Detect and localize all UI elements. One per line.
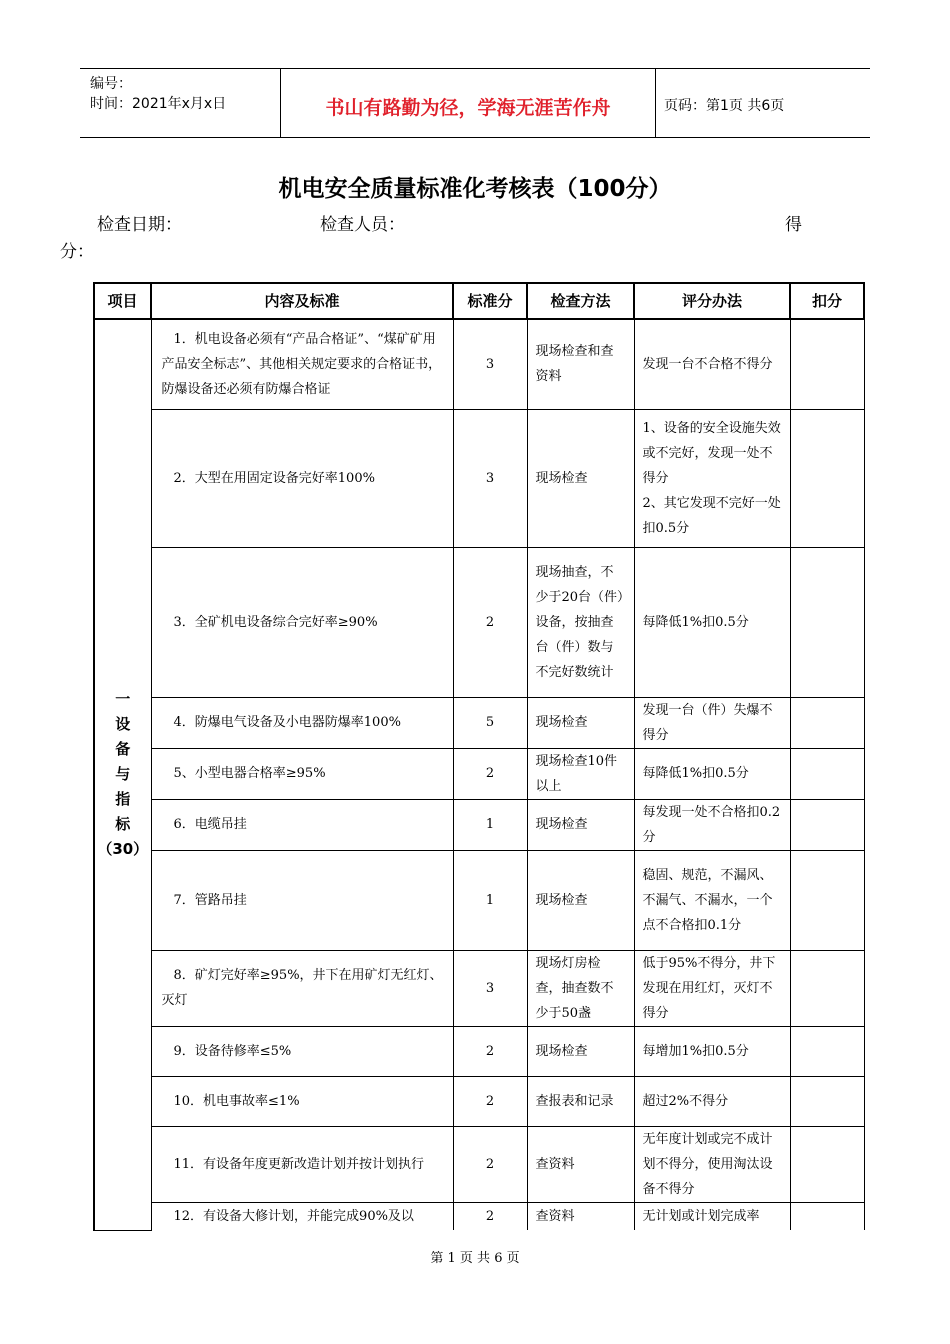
scoring-rule-cell — [634, 1126, 790, 1202]
check-method-cell-text: 现场检查 — [535, 817, 588, 832]
check-method-cell — [527, 1026, 634, 1076]
deduction-cell — [790, 1026, 864, 1076]
content-cell — [151, 850, 453, 950]
table-row — [94, 1076, 864, 1126]
scoring-rule-cell-text: 每增加1%扣0.5分 — [642, 1043, 749, 1059]
content-cell-text: 9．设备待修率≤5% — [173, 1043, 292, 1059]
check-date-label: 检查日期： — [97, 215, 182, 235]
check-method-cell — [527, 409, 634, 547]
scoring-rule-cell-text: 1、设备的安全设施失效或不完好，发现一处不得分 2、其它发现不完好一处扣0.5分 — [642, 420, 781, 536]
check-method-cell — [527, 1126, 634, 1202]
scoring-rule-cell-text: 发现一台不合格不得分 — [642, 356, 773, 372]
check-method-cell — [527, 799, 634, 850]
score-label-part2: 分： — [60, 242, 94, 262]
scoring-rule-cell-text: 每降低1%扣0.5分 — [642, 766, 749, 781]
check-method-cell — [527, 319, 634, 409]
standard-score-cell — [453, 1126, 527, 1202]
check-method-cell — [527, 748, 634, 799]
scoring-rule-cell — [634, 799, 790, 850]
deduction-cell — [790, 799, 864, 850]
content-cell-text: 6．电缆吊挂 — [173, 817, 247, 832]
check-method-cell-text: 查资料 — [535, 1156, 575, 1172]
standard-score-cell — [453, 697, 527, 748]
standard-score-cell-text: 1 — [485, 817, 495, 832]
standard-score-cell-text: 3 — [485, 470, 495, 486]
table-row — [94, 1202, 864, 1230]
check-method-cell-text: 现场检查和查资料 — [535, 344, 614, 385]
standard-score-cell — [453, 547, 527, 697]
deduction-cell — [790, 1076, 864, 1126]
deduction-cell — [790, 950, 864, 1026]
content-cell — [151, 799, 453, 850]
scoring-rule-cell-text: 每发现一处不合格扣0.2分 — [642, 804, 781, 845]
content-cell-text: 7．管路吊挂 — [173, 892, 247, 908]
content-cell-text: 2．大型在用固定设备完好率100% — [173, 470, 375, 486]
content-cell-text: 11．有设备年度更新改造计划并按计划执行 — [173, 1156, 425, 1172]
check-method-cell — [527, 950, 634, 1026]
check-method-cell-text: 现场检查 — [535, 470, 588, 486]
col-header-content: 内容及标准 — [151, 283, 453, 319]
table-header-row — [94, 283, 864, 319]
deduction-cell — [790, 1126, 864, 1202]
table-row — [94, 697, 864, 748]
scoring-rule-cell-text: 无计划或计划完成率 — [642, 1208, 760, 1224]
col-header-scoring-rule: 评分办法 — [634, 283, 790, 319]
content-cell — [151, 1202, 453, 1230]
scoring-rule-cell — [634, 1026, 790, 1076]
deduction-cell — [790, 1202, 864, 1230]
assessment-table — [93, 282, 865, 1231]
header-motto-cell — [281, 69, 656, 137]
content-cell — [151, 1026, 453, 1076]
content-cell — [151, 748, 453, 799]
check-method-cell-text: 现场检查 — [535, 715, 588, 730]
standard-score-cell — [453, 1026, 527, 1076]
standard-score-cell-text: 3 — [485, 980, 495, 996]
standard-score-cell-text: 3 — [485, 356, 495, 372]
content-cell-text: 3．全矿机电设备综合完好率≥90% — [173, 614, 378, 630]
scoring-rule-cell-text: 稳固、规范，不漏风、不漏气、不漏水，一个点不合格扣0.1分 — [642, 867, 773, 933]
content-cell-text: 5、小型电器合格率≥95% — [173, 766, 326, 781]
scoring-rule-cell — [634, 409, 790, 547]
table-row — [94, 950, 864, 1026]
content-cell-text: 1．机电设备必须有“产品合格证”、“煤矿矿用产品安全标志”、其他相关规定要求的合格证书，防爆设备还必须有防爆合格证 — [161, 331, 442, 397]
content-cell — [151, 1126, 453, 1202]
col-header-check-method: 检查方法 — [527, 283, 634, 319]
standard-score-cell-text: 2 — [485, 1093, 495, 1109]
standard-score-cell-text: 2 — [485, 1156, 495, 1172]
category-cell: 一 设 备 与 指 标 （30） — [94, 319, 151, 1230]
table-row — [94, 319, 864, 409]
scoring-rule-cell — [634, 1202, 790, 1230]
content-cell-text: 12．有设备大修计划，并能完成90%及以 — [173, 1208, 414, 1224]
page-label: 页码：第1页 共6页 — [664, 98, 785, 114]
page-header — [80, 68, 870, 138]
deduction-cell — [790, 748, 864, 799]
standard-score-cell-text: 5 — [485, 715, 495, 730]
check-method-cell-text: 现场检查 — [535, 892, 588, 908]
table-row — [94, 799, 864, 850]
standard-score-cell — [453, 748, 527, 799]
table-row — [94, 1026, 864, 1076]
deduction-cell — [790, 850, 864, 950]
page-footer: 第 1 页 共 6 页 — [430, 1251, 520, 1266]
standard-score-cell — [453, 1202, 527, 1230]
content-cell-text: 8．矿灯完好率≥95%，井下在用矿灯无红灯、灭灯 — [161, 968, 443, 1008]
standard-score-cell — [453, 409, 527, 547]
standard-score-cell — [453, 950, 527, 1026]
scoring-rule-cell — [634, 319, 790, 409]
motto-text: 书山有路勤为径，学海无涯苦作舟 — [325, 97, 611, 119]
check-method-cell-text: 查资料 — [535, 1208, 575, 1224]
document-title: 机电安全质量标准化考核表（100分） — [278, 176, 672, 202]
standard-score-cell — [453, 799, 527, 850]
col-header-deduction: 扣分 — [790, 283, 864, 319]
content-cell — [151, 1076, 453, 1126]
check-method-cell-text: 现场抽查，不少于20台（件）设备，按抽查台（件）数与不完好数统计 — [535, 564, 624, 680]
content-cell — [151, 547, 453, 697]
scoring-rule-cell-text: 发现一台（件）失爆不得分 — [642, 702, 773, 743]
check-method-cell — [527, 850, 634, 950]
scoring-rule-cell — [634, 850, 790, 950]
standard-score-cell-text: 2 — [485, 1043, 495, 1059]
check-method-cell — [527, 1076, 634, 1126]
inspector-label: 检查人员： — [320, 215, 405, 235]
scoring-rule-cell — [634, 547, 790, 697]
header-info-cell — [80, 69, 281, 137]
time-label: 时间：2021年x月x日 — [90, 96, 227, 112]
standard-score-cell-text: 1 — [485, 892, 495, 908]
standard-score-cell-text: 2 — [485, 614, 495, 630]
deduction-cell — [790, 547, 864, 697]
number-label: 编号： — [90, 76, 132, 92]
standard-score-cell-text: 2 — [485, 766, 495, 781]
table-row — [94, 748, 864, 799]
content-cell — [151, 319, 453, 409]
content-cell-text: 10．机电事故率≤1% — [173, 1093, 300, 1109]
content-cell — [151, 697, 453, 748]
scoring-rule-cell — [634, 1076, 790, 1126]
check-method-cell-text: 现场检查10件以上 — [535, 753, 618, 794]
table-row — [94, 850, 864, 950]
check-method-cell — [527, 1202, 634, 1230]
deduction-cell — [790, 697, 864, 748]
deduction-cell — [790, 409, 864, 547]
col-header-standard-score: 标准分 — [453, 283, 527, 319]
header-page-cell — [656, 69, 870, 137]
table-row — [94, 409, 864, 547]
scoring-rule-cell — [634, 748, 790, 799]
check-method-cell-text: 现场检查 — [535, 1043, 588, 1059]
scoring-rule-cell-text: 每降低1%扣0.5分 — [642, 614, 749, 630]
scoring-rule-cell — [634, 950, 790, 1026]
standard-score-cell — [453, 319, 527, 409]
table-row — [94, 547, 864, 697]
content-cell-text: 4．防爆电气设备及小电器防爆率100% — [173, 715, 401, 730]
check-method-cell — [527, 697, 634, 748]
content-cell — [151, 950, 453, 1026]
score-label-part1: 得 — [785, 215, 802, 235]
scoring-rule-cell — [634, 697, 790, 748]
check-method-cell — [527, 547, 634, 697]
scoring-rule-cell-text: 超过2%不得分 — [642, 1093, 729, 1109]
scoring-rule-cell-text: 无年度计划或完不成计划不得分，使用淘汰设备不得分 — [642, 1131, 773, 1197]
check-method-cell-text: 查报表和记录 — [535, 1093, 614, 1109]
standard-score-cell-text: 2 — [485, 1208, 495, 1224]
col-header-item: 项目 — [94, 283, 151, 319]
check-method-cell-text: 现场灯房检查，抽查数不少于50盏 — [535, 955, 614, 1021]
scoring-rule-cell-text: 低于95%不得分，井下发现在用红灯，灭灯不得分 — [642, 955, 776, 1021]
table-row — [94, 1126, 864, 1202]
content-cell — [151, 409, 453, 547]
standard-score-cell — [453, 850, 527, 950]
standard-score-cell — [453, 1076, 527, 1126]
deduction-cell — [790, 319, 864, 409]
